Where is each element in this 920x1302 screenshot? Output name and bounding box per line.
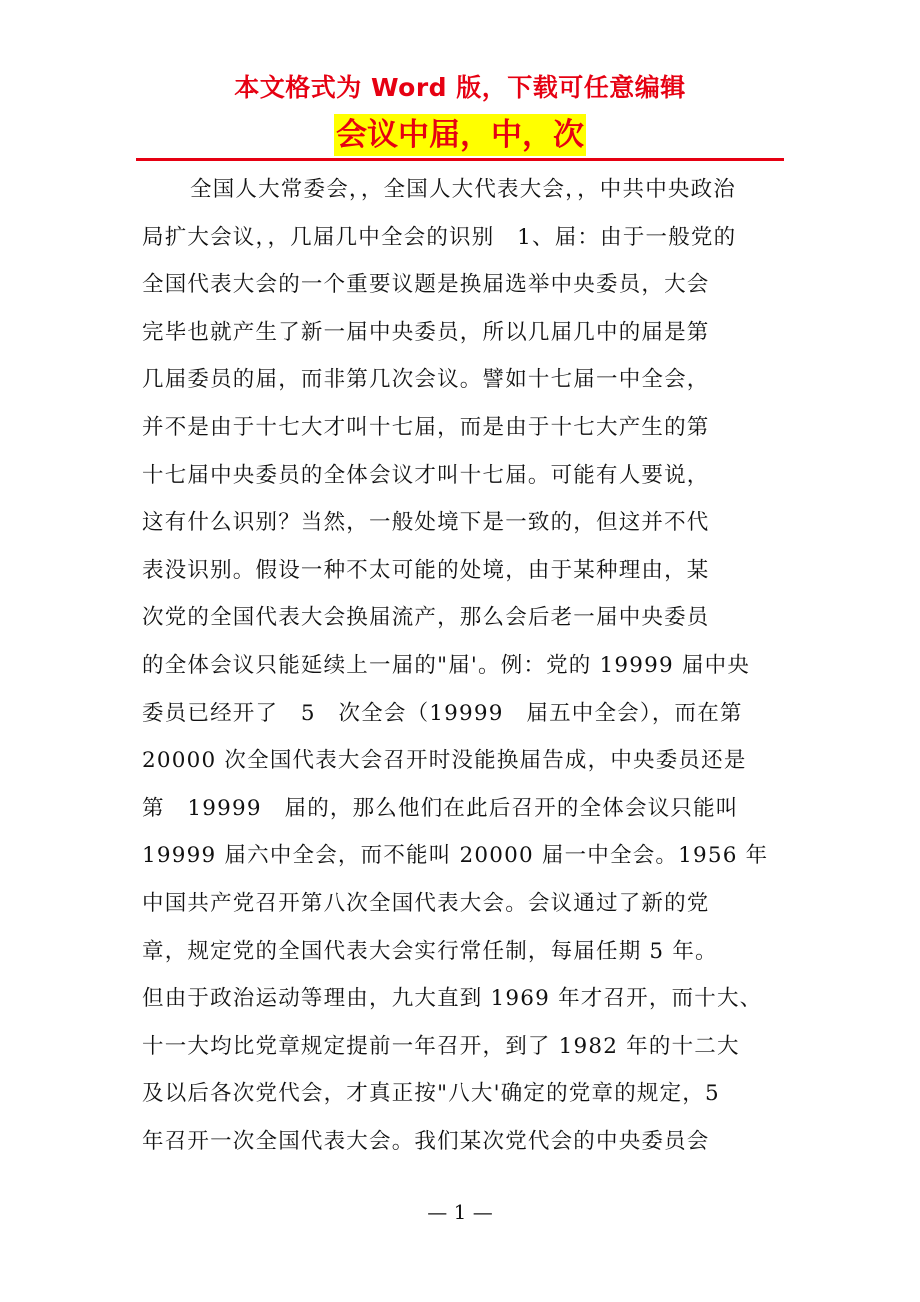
paragraph-line: 十七届中央委员的全体会议才叫十七届。可能有人要说， [142, 462, 710, 488]
document-title: 会议中届，中，次 [334, 114, 586, 156]
page-number: — 1 — [427, 1200, 493, 1224]
paragraph-line: 19999 届六中全会，而不能叫 20000 届一中全会。1956 年 [142, 843, 769, 869]
paragraph-line: 完毕也就产生了新一届中央委员，所以几届几中的届是第 [142, 319, 710, 345]
paragraph-line: 但由于政治运动等理由，九大直到 1969 年才召开，而十大、 [142, 986, 763, 1012]
title-container [0, 114, 920, 156]
title-divider [136, 158, 784, 161]
paragraph-line: 表没识别。假设一种不太可能的处境，由于某种理由，某 [142, 557, 710, 583]
download-banner: 本文格式为 Word 版，下载可任意编辑 [234, 73, 686, 102]
body-text [142, 166, 788, 1165]
paragraph-line: 全国人大常委会，，全国人大代表大会，，中共中央政治 [190, 177, 737, 202]
paragraph-line: 这有什么识别？当然，一般处境下是一致的，但这并不代 [142, 510, 710, 536]
paragraph-line: 并不是由于十七大才叫十七届，而是由于十七大产生的第 [142, 414, 710, 440]
paragraph-line: 20000 次全国代表大会召开时没能换届告成，中央委员还是 [142, 748, 747, 774]
paragraph-line: 第 19999 届的，那么他们在此后召开的全体会议只能叫 [142, 795, 739, 821]
paragraph-line: 章，规定党的全国代表大会实行常任制，每届任期 5 年。 [142, 938, 718, 964]
paragraph-line: 年召开一次全国代表大会。我们某次党代会的中央委员会 [142, 1128, 710, 1154]
paragraph-line: 十一大均比党章规定提前一年召开，到了 1982 年的十二大 [142, 1033, 740, 1059]
paragraph-line: 的全体会议只能延续上一届的"届'。例：党的 19999 届中央 [142, 652, 751, 678]
paragraph-line: 全国代表大会的一个重要议题是换届选举中央委员，大会 [142, 272, 710, 298]
paragraph-line: 局扩大会议，，几届几中全会的识别 1、届：由于一般党的 [142, 224, 737, 250]
paragraph-line: 几届委员的届，而非第几次会议。譬如十七届一中全会， [142, 367, 710, 393]
paragraph-line: 中国共产党召开第八次全国代表大会。会议通过了新的党 [142, 890, 710, 916]
paragraph-line: 及以后各次党代会，才真正按"八大'确定的党章的规定，5 [142, 1081, 720, 1107]
paragraph-line: 次党的全国代表大会换届流产，那么会后老一届中央委员 [142, 605, 710, 631]
paragraph-line: 委员已经开了 5 次全会（19999 届五中全会），而在第 [142, 700, 743, 726]
